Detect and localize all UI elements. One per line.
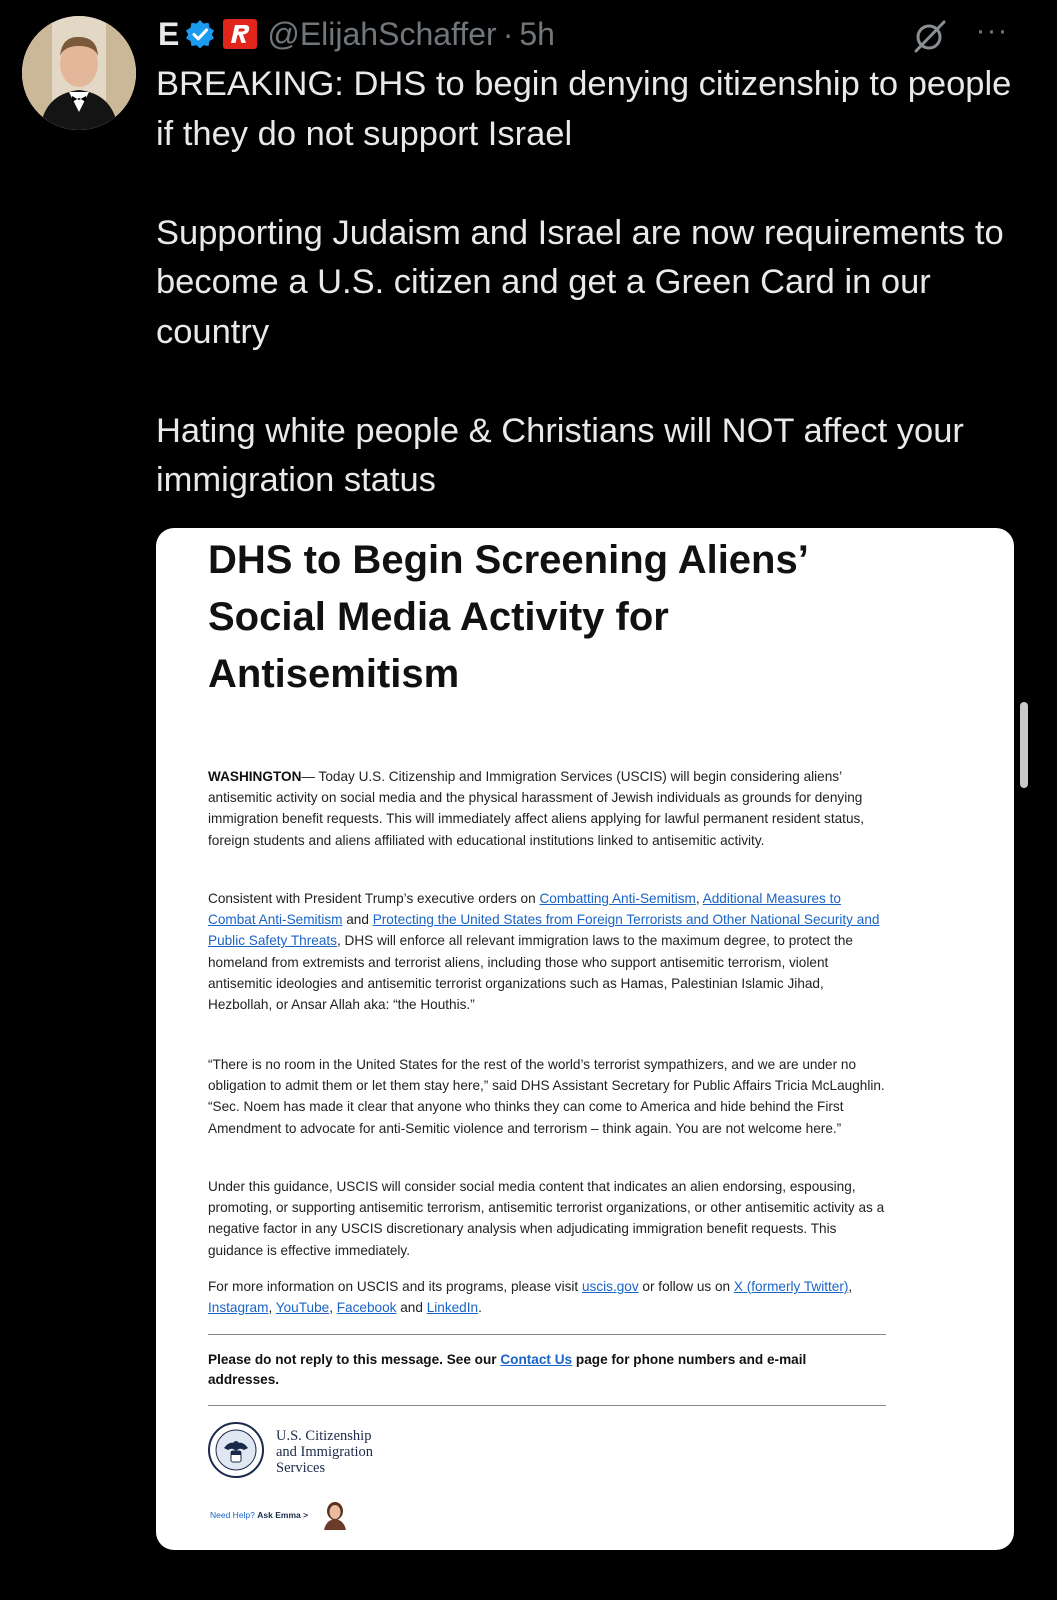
author-handle[interactable]: @ElijahSchaffer [267, 15, 497, 52]
separator-dot: · [502, 15, 514, 52]
avatar[interactable] [22, 16, 136, 130]
verified-badge-icon [185, 19, 215, 49]
link-x-twitter[interactable]: X (formerly Twitter) [733, 1279, 849, 1294]
article-title: DHS to Begin Screening Aliens’ Social Media Activity for Antisemitism [208, 538, 807, 696]
ask-emma-link[interactable]: Need Help? Ask Emma > [210, 1510, 309, 1520]
tweet-image[interactable] [156, 528, 1014, 1550]
dateline: WASHINGTON [208, 769, 302, 784]
emma-avatar-icon [322, 1500, 348, 1530]
link-combatting-anti-semitism[interactable]: Combatting Anti-Semitism [539, 891, 696, 906]
article-paragraph-3: “There is no room in the United States for the rest of the world’s terrorist sympathizers, and we are under no obligation to admit them or let them stay here,” said DHS Assistant Secretary for Public Affairs Tricia McLaughlin. “Sec. Noem has made it clear that anyone who thinks they can come to America and hide behind the First Amendment to advocate for anti-Semitic violence and terrorism – think again. You are not welcome here.” [208, 1057, 885, 1136]
article-paragraph-4: Under this guidance, USCIS will consider social media content that indicates an alien endorsing, espousing, promoting, or supporting antisemitic terrorism, antisemitic terrorist organizations, or other antisemitic activity as a negative factor in any USCIS discretionary analysis when adjudicating immigration benefit requests. This guidance is effective immediately. [208, 1179, 885, 1258]
link-youtube[interactable]: YouTube [275, 1300, 330, 1316]
grok-icon[interactable] [912, 18, 948, 54]
tweet-paragraph: Supporting Judaism and Israel are now requirements to become a U.S. citizen and get a Green Card in our country [156, 213, 1004, 351]
link-contact-us[interactable]: Contact Us [500, 1352, 573, 1367]
dhs-seal-icon [208, 1422, 264, 1478]
tweet-text [156, 60, 1036, 506]
tweet-header [158, 14, 555, 54]
link-instagram[interactable]: Instagram [208, 1300, 269, 1316]
divider [208, 1334, 886, 1335]
avatar-image [22, 16, 136, 130]
author-name[interactable]: E [158, 15, 180, 52]
scrollbar-thumb[interactable] [1020, 702, 1028, 788]
more-icon[interactable]: ··· [975, 14, 1009, 47]
link-additional-measures[interactable]: Additional Measures to Combat Anti-Semitism [208, 891, 841, 928]
divider [208, 1405, 886, 1406]
article-paragraph-1: WASHINGTON— Today U.S. Citizenship and Immigration Services (USCIS) will begin considering aliens’ antisemitic activity on social media and the physical harassment of Jewish individuals as grounds for denying immigration benefit requests. This will immediately affect aliens applying for lawful permanent resident status, foreign students and aliens affiliated with educational institutions linked to antisemitic activity. [208, 769, 865, 848]
tweet-paragraph: Hating white people & Christians will NOT affect your immigration status [156, 411, 964, 499]
link-facebook[interactable]: Facebook [336, 1300, 397, 1316]
link-uscis-gov[interactable]: uscis.gov [581, 1279, 639, 1294]
rtv-badge-icon[interactable] [223, 19, 257, 49]
article-paragraph-5: For more information on USCIS and its programs, please visit uscis.gov or follow us on X (formerly Twitter), Instagram, YouTube, Facebook and LinkedIn. [208, 1279, 853, 1316]
uscis-logo-text: U.S. Citizenship and Immigration Services [276, 1428, 374, 1476]
tweet-timestamp[interactable]: 5h [519, 15, 555, 52]
no-reply-notice: Please do not reply to this message. See our Contact Us page for phone numbers and e-mail addresses. [208, 1352, 807, 1387]
link-linkedin[interactable]: LinkedIn [426, 1300, 479, 1316]
article-paragraph-2: Consistent with President Trump’s executive orders on Combatting Anti-Semitism, Additional Measures to Combat Anti-Semitism and Protecting the United States from Foreign Terrorists and Other National Security and Public Safety Threats, DHS will enforce all relevant immigration laws to the maximum degree, to protect the homeland from extremists and terrorist aliens, including those who support antisemitic terrorism, violent antisemitic ideologies and antisemitic terrorist organizations such as Hamas, Palestinian Islamic Jihad, Hezbollah, or Ansar Allah aka: “the Houthis.” [208, 891, 880, 1013]
link-protecting-united-states[interactable]: Protecting the United States from Foreign Terrorists and Other National Security and Public Safety Threats [208, 912, 880, 949]
tweet-paragraph: BREAKING: DHS to begin denying citizenship to people if they do not support Israel [156, 65, 1012, 153]
